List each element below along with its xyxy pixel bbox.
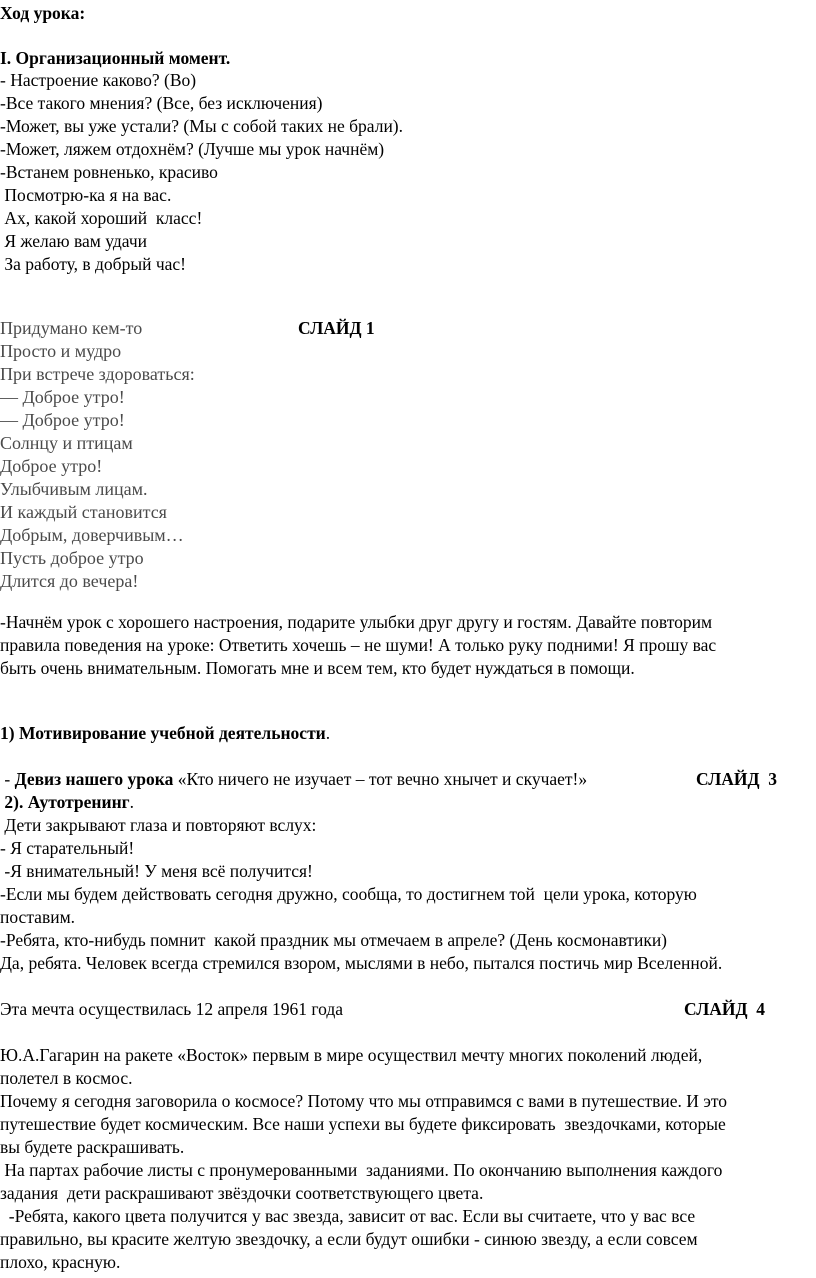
- paragraph-line: задания дети раскрашивают звёздочки соответствующего цвета.: [0, 1183, 484, 1203]
- paragraph-line: Почему я сегодня заговорила о космосе? Потому что мы отправимся с вами в путешествие. И это: [0, 1091, 727, 1111]
- slide-4-label: СЛАЙД 4: [684, 999, 766, 1019]
- paragraph-line: -Ребята, какого цвета получится у вас звезда, зависит от вас. Если вы считаете, что у вас все: [0, 1206, 696, 1226]
- text-line: поставим.: [0, 907, 76, 927]
- poem-line: Просто и мудро: [0, 341, 122, 361]
- text-line: -Я внимательный! У меня всё получится!: [0, 861, 313, 881]
- poem-line: — Доброе утро!: [0, 387, 125, 407]
- text-line: Посмотрю-ка я на вас.: [0, 185, 172, 205]
- motto-line: [0, 768, 587, 790]
- poem-line: И каждый становится: [0, 502, 167, 522]
- text-line: - Настроение каково? (Во): [0, 70, 197, 90]
- paragraph-line: правильно, вы красите желтую звездочку, а если будут ошибки - синюю звезду, а если совсем: [0, 1229, 698, 1249]
- autotraining-title-end: .: [129, 792, 134, 812]
- text-line: Ах, какой хороший класс!: [0, 208, 203, 228]
- paragraph-line: быть очень внимательным. Помогать мне и всем тем, кто будет нуждаться в помощи.: [0, 658, 635, 678]
- paragraph-line: На партах рабочие листы с пронумерованными заданиями. По окончанию выполнения каждого: [0, 1160, 723, 1180]
- poem-line: Добрым, доверчивым…: [0, 525, 184, 545]
- poem-line: Улыбчивым лицам.: [0, 479, 148, 499]
- section-title-motivation: [0, 722, 330, 744]
- paragraph-line: -Начнём урок с хорошего настроения, подарите улыбки друг другу и гостям. Давайте повторим: [0, 612, 713, 632]
- dream-text: Эта мечта осуществилась 12 апреля 1961 года: [0, 999, 344, 1019]
- poem-line: При встрече здороваться:: [0, 364, 195, 384]
- paragraph-line: плохо, красную.: [0, 1252, 121, 1272]
- text-line: За работу, в добрый час!: [0, 254, 186, 274]
- autotraining-title: 2). Аутотренинг: [0, 792, 130, 812]
- text-line: Дети закрывают глаза и повторяют вслух:: [0, 815, 317, 835]
- text-line: -Встанем ровненько, красиво: [0, 162, 218, 182]
- autotraining-title-line: [0, 791, 134, 813]
- poem-line: Доброе утро!: [0, 456, 103, 476]
- slide-1-label: СЛАЙД 1: [298, 318, 375, 338]
- text-line: -Может, ляжем отдохнём? (Лучше мы урок начнём): [0, 139, 385, 159]
- poem-line: Придумано кем-то: [0, 318, 143, 338]
- poem-line: — Доброе утро!: [0, 410, 125, 430]
- poem-line: Солнцу и птицам: [0, 433, 133, 453]
- motto-prefix: -: [0, 769, 15, 789]
- paragraph-line: правила поведения на уроке: Ответить хочешь – не шуми! А только руку подними! Я прошу вас: [0, 635, 717, 655]
- motivation-title-end: .: [325, 723, 331, 743]
- lesson-heading: Ход урока:: [0, 3, 86, 23]
- text-line: -Если мы будем действовать сегодня дружно, сообща, то достигнем той цели урока, которую: [0, 884, 697, 904]
- text-line: Я желаю вам удачи: [0, 231, 148, 251]
- text-line: -Ребята, кто-нибудь помнит какой праздник мы отмечаем в апреле? (День космонавтики): [0, 930, 668, 950]
- text-line: -Все такого мнения? (Все, без исключения): [0, 93, 323, 113]
- poem-line: Пусть доброе утро: [0, 548, 144, 568]
- motto-label: Девиз нашего урока: [14, 769, 174, 789]
- paragraph-line: путешествие будет космическим. Все наши успехи вы будете фиксировать звездочками, которые: [0, 1114, 726, 1134]
- text-line: -Может, вы уже устали? (Мы с собой таких не брали).: [0, 116, 404, 136]
- poem-line: Длится до вечера!: [0, 571, 139, 591]
- motto-text: «Кто ничего не изучает – тот вечно хнычет и скучает!»: [173, 769, 588, 789]
- paragraph-line: полетел в космос.: [0, 1068, 133, 1088]
- text-line: - Я старательный!: [0, 838, 135, 858]
- motivation-title: 1) Мотивирование учебной деятельности: [0, 723, 326, 743]
- paragraph-line: вы будете раскрашивать.: [0, 1137, 185, 1157]
- slide-3-label: СЛАЙД 3: [696, 769, 778, 789]
- text-line: Да, ребята. Человек всегда стремился взором, мыслями в небо, пытался постичь мир Вселенной.: [0, 953, 723, 973]
- paragraph-line: Ю.А.Гагарин на ракете «Восток» первым в мире осуществил мечту многих поколений людей,: [0, 1045, 703, 1065]
- section-title-organizational: I. Организационный момент.: [0, 48, 231, 68]
